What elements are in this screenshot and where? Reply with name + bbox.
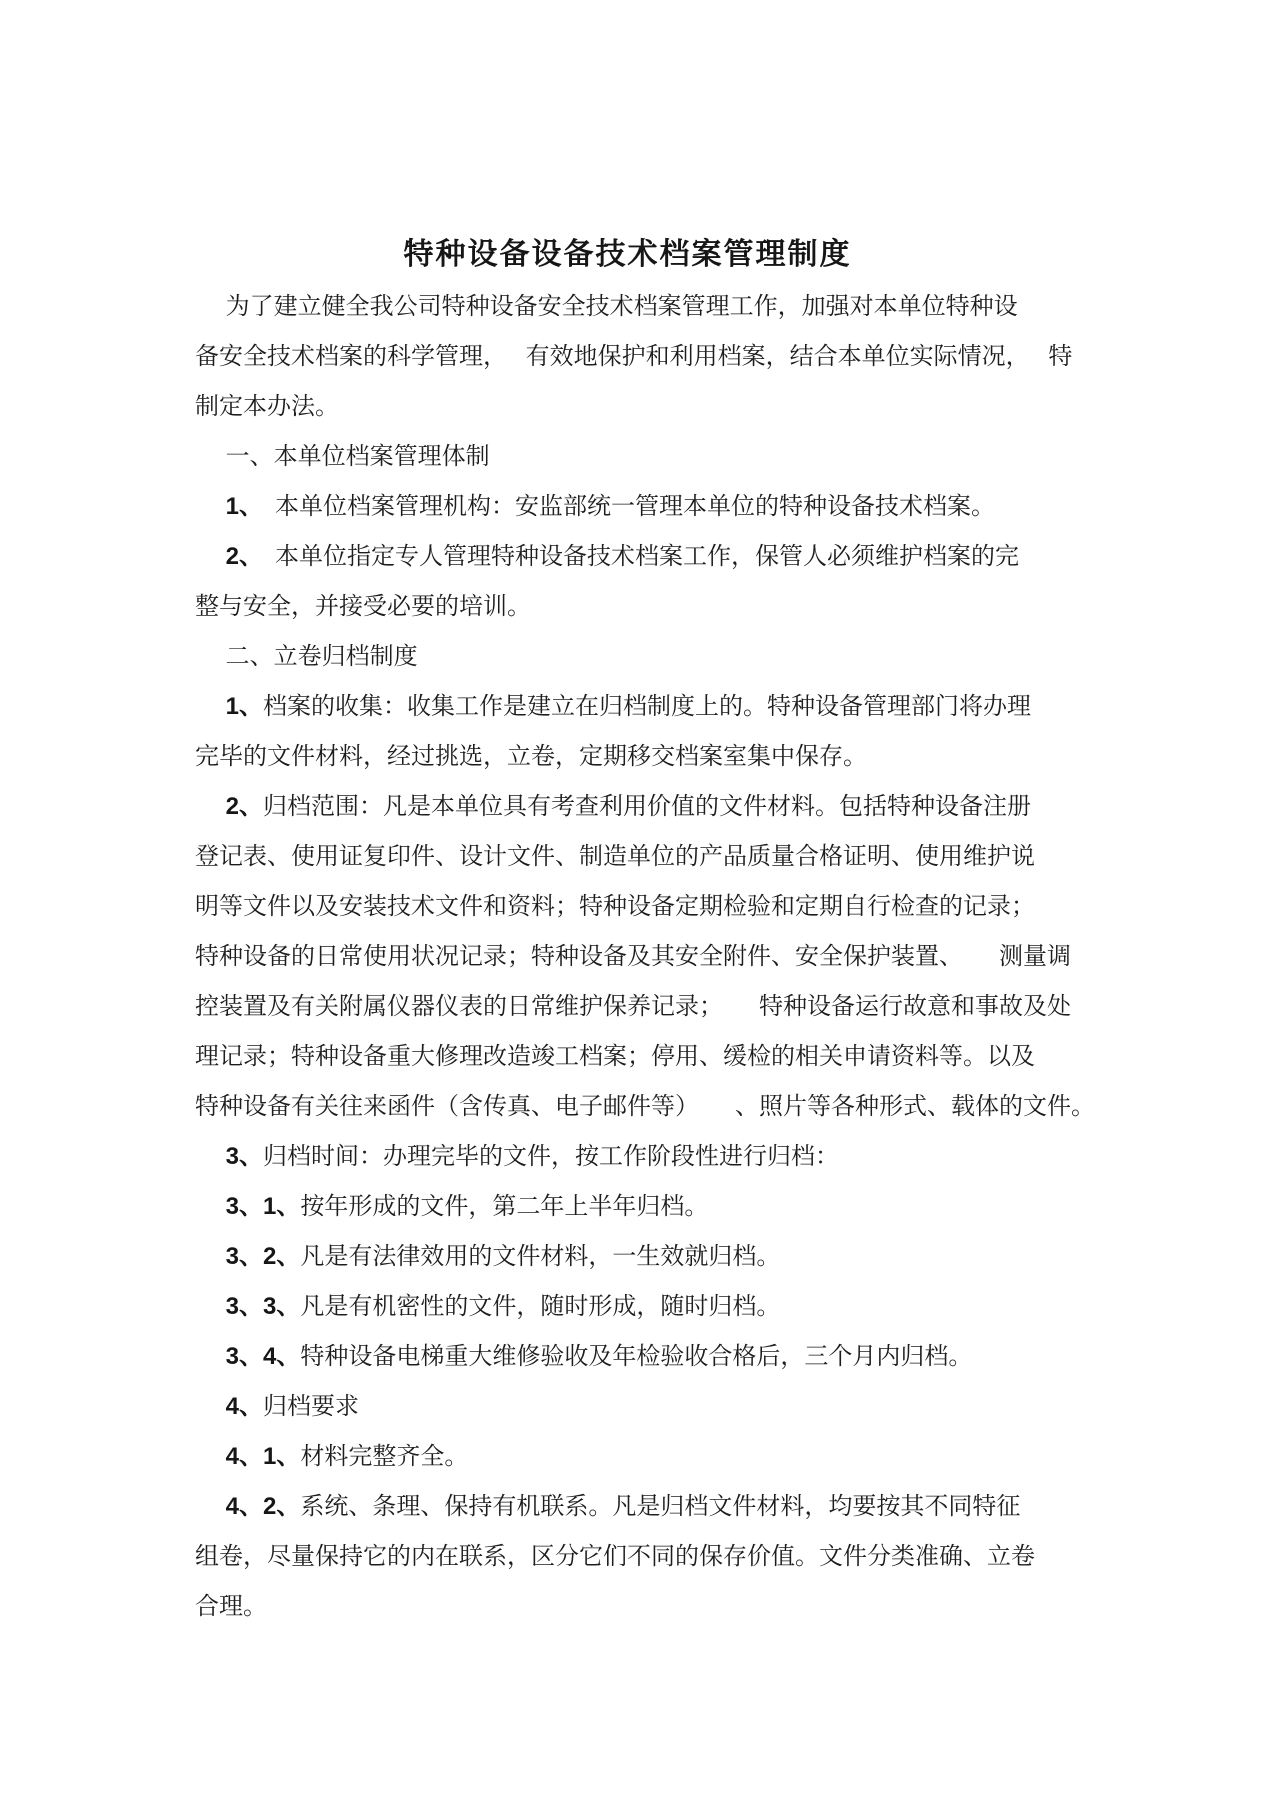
line-text: 明等文件以及安装技术文件和资料；特种设备定期检验和定期自行检查的记录； bbox=[195, 893, 1035, 920]
line-marker: 2、 bbox=[195, 793, 264, 820]
line-text: 凡是有机密性的文件，随时形成，随时归档。 bbox=[300, 1293, 781, 1320]
line-text: 按年形成的文件，第二年上半年归档。 bbox=[300, 1193, 709, 1220]
line-text: 合理。 bbox=[195, 1593, 267, 1620]
text-line bbox=[195, 1182, 1090, 1232]
text-line bbox=[195, 632, 1090, 682]
text-line bbox=[195, 882, 1090, 932]
line-text: 归档时间：办理完毕的文件，按工作阶段性进行归档： bbox=[263, 1143, 840, 1170]
text-line bbox=[195, 932, 1090, 982]
text-line bbox=[195, 1132, 1090, 1182]
line-text: 控装置及有关附属仪器仪表的日常维护保养记录； 特种设备运行故意和事故及处 bbox=[195, 993, 1071, 1020]
line-marker: 4、1、 bbox=[195, 1443, 301, 1470]
line-marker: 1、 bbox=[195, 493, 252, 520]
text-line bbox=[195, 732, 1090, 782]
text-line bbox=[195, 432, 1090, 482]
text-line bbox=[195, 1482, 1090, 1532]
text-line bbox=[195, 1432, 1090, 1482]
text-line bbox=[195, 1332, 1090, 1382]
text-line bbox=[195, 582, 1090, 632]
text-line bbox=[195, 1532, 1090, 1582]
line-text: 特种设备的日常使用状况记录；特种设备及其安全附件、安全保护装置、 测量调 bbox=[195, 943, 1071, 970]
line-text: 一、本单位档案管理体制 bbox=[195, 443, 490, 470]
text-line bbox=[195, 1582, 1090, 1632]
line-text: 为了建立健全我公司特种设备安全技术档案管理工作，加强对本单位特种设 bbox=[195, 293, 1018, 320]
line-text: 登记表、使用证复印件、设计文件、制造单位的产品质量合格证明、使用维护说 bbox=[195, 843, 1035, 870]
line-marker: 3、4、 bbox=[195, 1343, 301, 1370]
line-text: 二、立卷归档制度 bbox=[195, 643, 418, 670]
text-line bbox=[195, 1032, 1090, 1082]
line-text: 整与安全，并接受必要的培训。 bbox=[195, 593, 531, 620]
line-text: 理记录；特种设备重大修理改造竣工档案；停用、缓检的相关申请资料等。以及 bbox=[195, 1043, 1035, 1070]
text-line bbox=[195, 1082, 1095, 1132]
document-title: 特种设备设备技术档案管理制度 bbox=[403, 238, 852, 271]
line-text: 材料完整齐全。 bbox=[300, 1443, 469, 1470]
line-text: 归档范围：凡是本单位具有考查利用价值的文件材料。包括特种设备注册 bbox=[263, 793, 1032, 820]
line-text: 制定本办法。 bbox=[195, 393, 339, 420]
line-text: 凡是有法律效用的文件材料，一生效就归档。 bbox=[300, 1243, 781, 1270]
line-marker: 3、1、 bbox=[195, 1193, 301, 1220]
text-line bbox=[195, 532, 1090, 582]
line-marker: 4、2、 bbox=[195, 1493, 301, 1520]
text-line bbox=[195, 1232, 1090, 1282]
line-text: 系统、条理、保持有机联系。凡是归档文件材料，均要按其不同特征 bbox=[300, 1493, 1021, 1520]
line-text: 完毕的文件材料，经过挑选，立卷，定期移交档案室集中保存。 bbox=[195, 743, 867, 770]
text-line bbox=[195, 332, 1090, 382]
line-marker: 3、2、 bbox=[195, 1243, 301, 1270]
line-text: 组卷，尽量保持它的内在联系，区分它们不同的保存价值。文件分类准确、立卷 bbox=[195, 1543, 1035, 1570]
text-line bbox=[195, 1282, 1090, 1332]
line-text: 归档要求 bbox=[263, 1393, 360, 1420]
line-text: 备安全技术档案的科学管理， 有效地保护和利用档案，结合本单位实际情况， 特 bbox=[195, 343, 1073, 370]
text-line bbox=[195, 782, 1090, 832]
line-text: 本单位指定专人管理特种设备技术档案工作，保管人必须维护档案的完 bbox=[251, 543, 1020, 570]
text-line bbox=[195, 1382, 1090, 1432]
text-line bbox=[195, 482, 1090, 532]
line-text: 本单位档案管理机构：安监部统一管理本单位的特种设备技术档案。 bbox=[251, 493, 996, 520]
line-marker: 3、 bbox=[195, 1143, 264, 1170]
text-line bbox=[195, 382, 1090, 432]
line-text: 特种设备有关往来函件（含传真、电子邮件等） 、照片等各种形式、载体的文件。 bbox=[195, 1093, 1095, 1120]
text-line bbox=[195, 682, 1090, 732]
text-line bbox=[195, 832, 1090, 882]
text-line bbox=[195, 982, 1090, 1032]
line-marker: 3、3、 bbox=[195, 1293, 301, 1320]
line-marker: 2、 bbox=[195, 543, 252, 570]
line-text: 特种设备电梯重大维修验收及年检验收合格后，三个月内归档。 bbox=[300, 1343, 973, 1370]
line-text: 档案的收集：收集工作是建立在归档制度上的。特种设备管理部门将办理 bbox=[263, 693, 1032, 720]
text-line bbox=[195, 282, 1090, 332]
line-marker: 4、 bbox=[195, 1393, 264, 1420]
line-marker: 1、 bbox=[195, 693, 264, 720]
